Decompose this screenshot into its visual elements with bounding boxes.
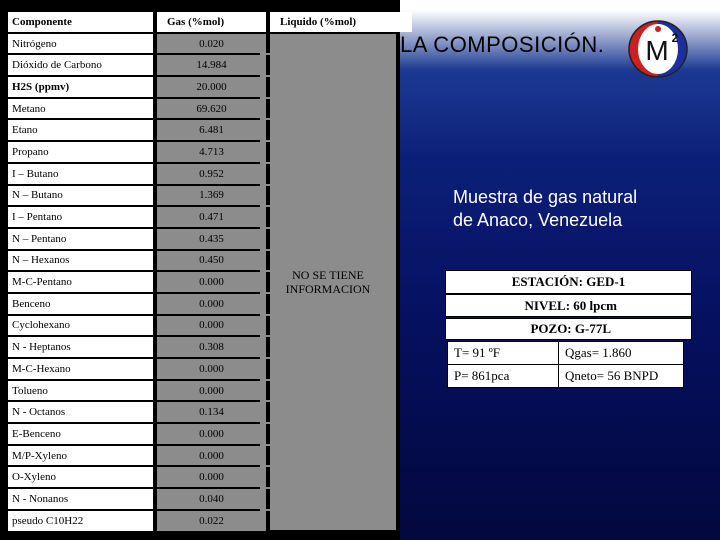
conditions-row (448, 342, 684, 365)
liquid-value-cell (270, 316, 412, 336)
liquid-note-line1: NO SE TIENE (292, 268, 364, 282)
liquid-value-cell (270, 77, 412, 97)
gas-value-cell: 0.000 (157, 316, 266, 336)
gas-value-cell: 0.000 (157, 467, 266, 487)
table-row (8, 316, 412, 336)
table-row (8, 55, 412, 75)
gas-value-cell: 14.984 (157, 55, 266, 75)
station-label: ESTACIÓN: GED-1 (445, 270, 692, 294)
liquid-value-cell (270, 294, 412, 314)
table-row (8, 489, 412, 509)
liquid-value-cell (270, 34, 412, 54)
component-cell: N – Pentano (8, 229, 153, 249)
table-header-row (8, 12, 412, 32)
liquid-value-cell (270, 446, 412, 466)
liquid-value-cell (270, 229, 412, 249)
qneto-cell: Qneto= 56 BNPD (559, 365, 684, 388)
component-cell: Metano (8, 99, 153, 119)
well-label: POZO: G-77L (445, 318, 692, 340)
gas-value-cell: 0.000 (157, 446, 266, 466)
logo-letter: M (645, 35, 669, 66)
table-row (8, 337, 412, 357)
table-row (8, 294, 412, 314)
table-row (8, 34, 412, 54)
gas-value-cell: 0.471 (157, 207, 266, 227)
table-row (8, 511, 412, 531)
gas-value-cell: 0.000 (157, 272, 266, 292)
component-cell: I – Pentano (8, 207, 153, 227)
table-row (8, 381, 412, 401)
table-row (8, 446, 412, 466)
sample-description (453, 186, 637, 232)
component-cell: I – Butano (8, 164, 153, 184)
liquid-value-cell (270, 489, 412, 509)
gas-value-cell: 0.308 (157, 337, 266, 357)
gas-value-cell: 4.713 (157, 142, 266, 162)
liquid-value-cell (270, 511, 412, 531)
component-cell: M-C-Pentano (8, 272, 153, 292)
header-gas: Gas (%mol) (157, 12, 266, 32)
header-liquid: Liquido (%mol) (270, 12, 412, 32)
component-cell: N - Heptanos (8, 337, 153, 357)
level-label: NIVEL: 60 lpcm (445, 294, 692, 317)
table-row (8, 467, 412, 487)
component-cell: Dióxido de Carbono (8, 55, 153, 75)
component-cell: Etano (8, 120, 153, 140)
gas-value-cell: 0.134 (157, 402, 266, 422)
liquid-value-cell (270, 186, 412, 206)
logo-superscript: 2 (671, 31, 679, 45)
gas-value-cell: 6.481 (157, 120, 266, 140)
gas-value-cell: 0.952 (157, 164, 266, 184)
liquid-no-info-note (260, 268, 396, 296)
table-row (8, 207, 412, 227)
component-cell: O-Xyleno (8, 467, 153, 487)
liquid-value-cell (270, 467, 412, 487)
gas-value-cell: 0.040 (157, 489, 266, 509)
component-cell: M-C-Hexano (8, 359, 153, 379)
table-row (8, 120, 412, 140)
gas-value-cell: 69.620 (157, 99, 266, 119)
liquid-value-cell (270, 337, 412, 357)
component-cell: Nitrógeno (8, 34, 153, 54)
component-cell: N – Butano (8, 186, 153, 206)
gas-value-cell: 0.000 (157, 381, 266, 401)
table-row (8, 186, 412, 206)
table-row (8, 229, 412, 249)
component-cell: Cyclohexano (8, 316, 153, 336)
header-component: Componente (8, 12, 153, 32)
component-cell: N – Hexanos (8, 251, 153, 271)
liquid-value-cell (270, 381, 412, 401)
m2-logo (628, 20, 688, 78)
liquid-value-cell (270, 142, 412, 162)
component-cell: H2S (ppmv) (8, 77, 153, 97)
sample-line1: Muestra de gas natural (453, 187, 638, 207)
component-cell: E-Benceno (8, 424, 153, 444)
qgas-cell: Qgas= 1.860 (559, 342, 684, 365)
gas-value-cell: 0.000 (157, 359, 266, 379)
component-cell: N - Octanos (8, 402, 153, 422)
gas-value-cell: 1.369 (157, 186, 266, 206)
gas-value-cell: 0.020 (157, 34, 266, 54)
gas-value-cell: 0.000 (157, 424, 266, 444)
table-row (8, 99, 412, 119)
conditions-grid (447, 341, 684, 388)
page-title: LA COMPOSICIÓN. (400, 32, 605, 57)
liquid-value-cell (270, 120, 412, 140)
gas-value-cell: 0.435 (157, 229, 266, 249)
table-row (8, 402, 412, 422)
component-cell: Benceno (8, 294, 153, 314)
component-cell: pseudo C10H22 (8, 511, 153, 531)
sample-line2: de Anaco, Venezuela (453, 210, 623, 230)
liquid-value-cell (270, 402, 412, 422)
component-cell: Tolueno (8, 381, 153, 401)
component-cell: Propano (8, 142, 153, 162)
liquid-value-cell (270, 164, 412, 184)
temperature-cell: T= 91 ºF (448, 342, 559, 365)
gas-value-cell: 0.450 (157, 251, 266, 271)
gas-value-cell: 20.000 (157, 77, 266, 97)
table-row (8, 359, 412, 379)
liquid-value-cell (270, 207, 412, 227)
liquid-value-cell (270, 359, 412, 379)
table-row (8, 424, 412, 444)
table-row (8, 164, 412, 184)
table-row (8, 77, 412, 97)
liquid-note-line2: INFORMACION (285, 282, 371, 296)
liquid-value-cell (270, 99, 412, 119)
liquid-value-cell (270, 55, 412, 75)
conditions-row (448, 365, 684, 388)
liquid-value-cell (270, 424, 412, 444)
component-cell: M/P-Xyleno (8, 446, 153, 466)
gas-value-cell: 0.022 (157, 511, 266, 531)
component-cell: N - Nonanos (8, 489, 153, 509)
gas-value-cell: 0.000 (157, 294, 266, 314)
pressure-cell: P= 861pca (448, 365, 559, 388)
table-row (8, 142, 412, 162)
